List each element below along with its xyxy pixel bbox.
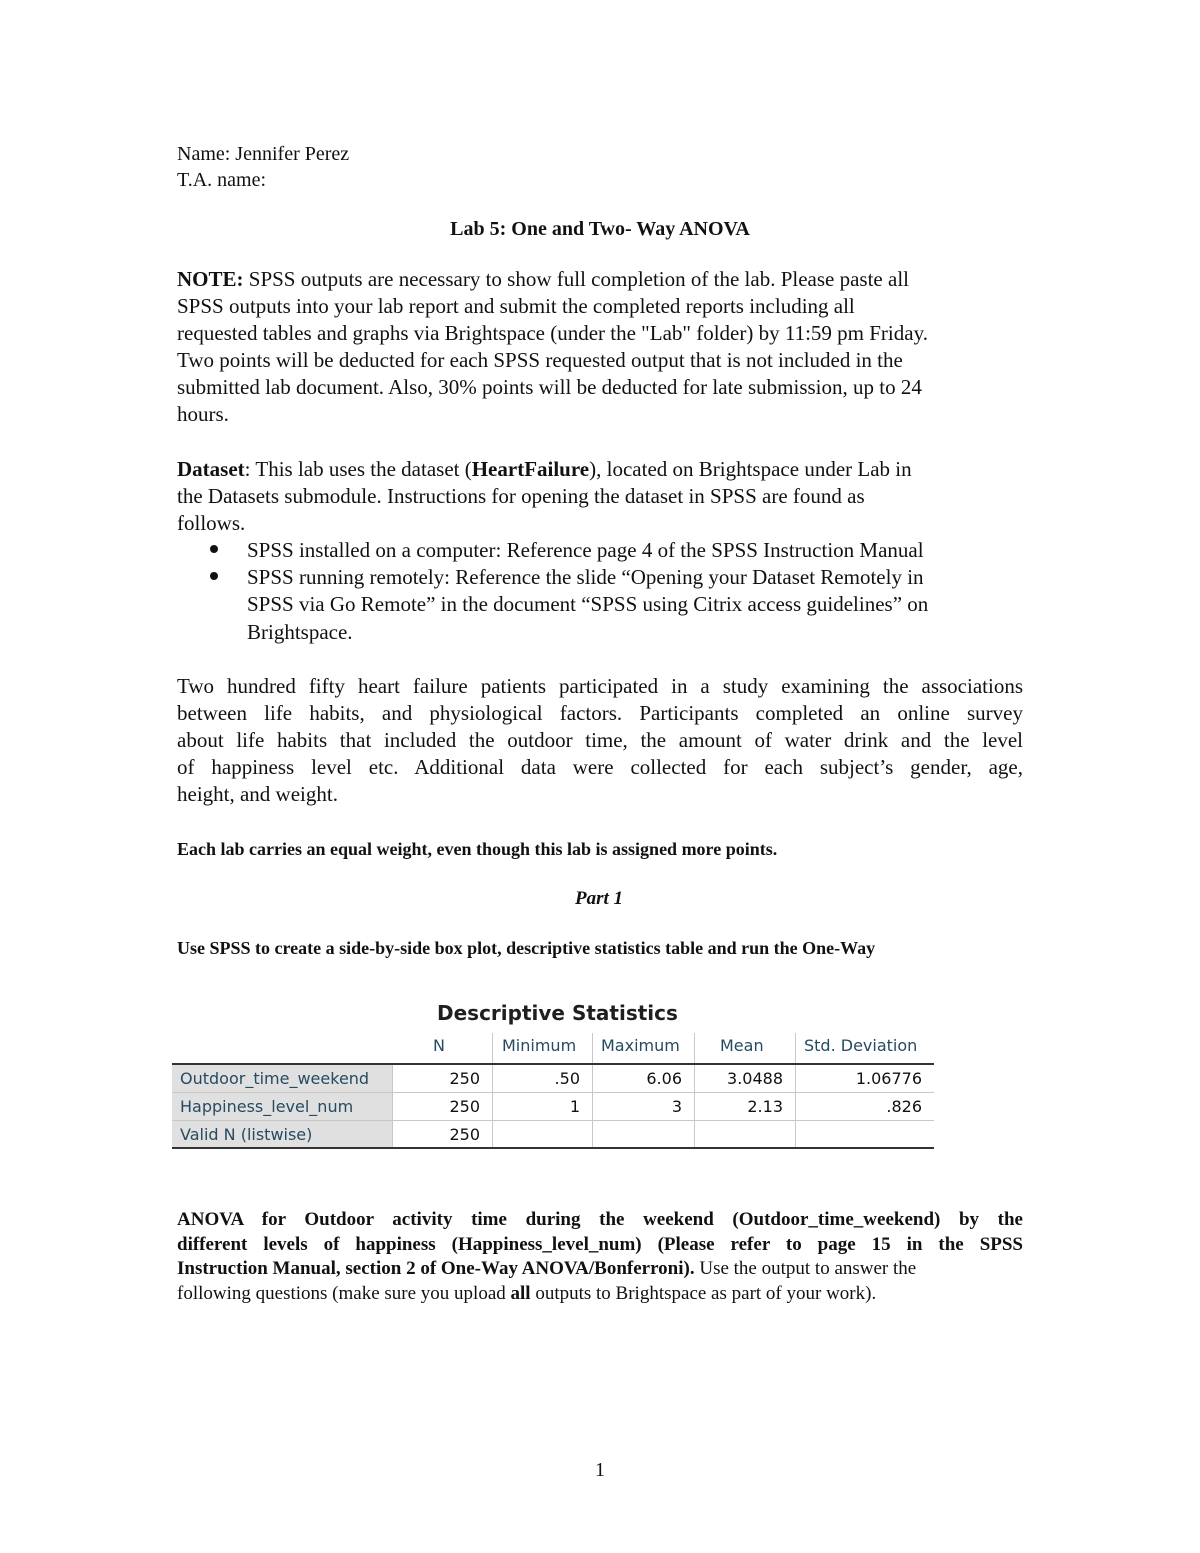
grid-line — [592, 1033, 593, 1063]
row-label: Outdoor_time_weekend — [172, 1065, 392, 1092]
col-header-mean: Mean — [720, 1036, 764, 1055]
grid-line — [694, 1065, 695, 1148]
note-line-5: submitted lab document. Also, 30% points will be deducted for late submission, up to 24 — [177, 375, 922, 399]
table-cell: 3.0488 — [727, 1069, 783, 1088]
anova-line-3-rest: Use the output to answer the — [694, 1258, 917, 1279]
note-line-1 — [177, 266, 909, 293]
table-cell: 6.06 — [646, 1069, 682, 1088]
note-label: NOTE: — [177, 267, 244, 291]
dataset-line-2: the Datasets submodule. Instructions for opening the dataset in SPSS are found as — [177, 484, 865, 508]
study-line-4: of happiness level etc. Additional data were collected for each subject’s gender, age, — [177, 755, 1023, 779]
row-label: Valid N (listwise) — [172, 1121, 392, 1148]
note-line-3: requested tables and graphs via Brightspace (under the "Lab" folder) by 11:59 pm Friday. — [177, 321, 928, 345]
grid-line — [492, 1065, 493, 1148]
weight-note: Each lab carries an equal weight, even though this lab is assigned more points. — [177, 839, 778, 859]
instruction-line: Use SPSS to create a side-by-side box plot, descriptive statistics table and run the One-Way — [177, 938, 876, 958]
grid-line — [592, 1065, 593, 1148]
anova-line-1: ANOVA for Outdoor activity time during the weekend (Outdoor_time_weekend) by the — [177, 1209, 1023, 1230]
dataset-text-c: ), located on Brightspace under Lab in — [589, 457, 912, 481]
bullet-2-line-2: SPSS via Go Remote” in the document “SPSS using Citrix access guidelines” on — [247, 592, 929, 616]
dataset-text-a: : This lab uses the dataset ( — [244, 457, 472, 481]
bullet-icon — [210, 572, 218, 580]
col-header-maximum: Maximum — [601, 1036, 680, 1055]
study-line-1: Two hundred fifty heart failure patients participated in a study examining the associations — [177, 674, 1023, 698]
table-cell — [694, 1121, 795, 1148]
anova-line-2: different levels of happiness (Happiness_level_num) (Please refer to page 15 in the SPSS — [177, 1234, 1023, 1255]
note-text-1: SPSS outputs are necessary to show full completion of the lab. Please paste all — [243, 267, 909, 291]
row-label: Happiness_level_num — [172, 1093, 392, 1120]
bullet-1-line-1: SPSS installed on a computer: Reference page 4 of the SPSS Instruction Manual — [247, 538, 924, 562]
anova-line-4-all: all — [510, 1283, 531, 1304]
table-cell: 250 — [449, 1069, 480, 1088]
table-cell: .50 — [554, 1069, 580, 1088]
col-header-n: N — [433, 1036, 445, 1055]
table-cell: .826 — [886, 1097, 922, 1116]
student-name: Name: Jennifer Perez — [177, 143, 350, 165]
table-cell — [492, 1121, 592, 1148]
study-line-3: about life habits that included the outdoor time, the amount of water drink and the level — [177, 728, 1023, 752]
bullet-2-line-3: Brightspace. — [247, 620, 353, 644]
page-number: 1 — [595, 1459, 605, 1481]
anova-line-4-a: following questions (make sure you upload — [177, 1283, 511, 1304]
table-cell: 250 — [449, 1125, 480, 1144]
dataset-label: Dataset — [177, 457, 245, 481]
table-cell: 1 — [569, 1097, 580, 1116]
grid-line — [492, 1033, 493, 1063]
note-line-2: SPSS outputs into your lab report and submit the completed reports including all — [177, 294, 855, 318]
grid-line — [795, 1065, 796, 1148]
grid-line — [795, 1033, 796, 1063]
table-cell — [795, 1121, 934, 1148]
anova-line-4-c: outputs to Brightspace as part of your work). — [530, 1283, 877, 1304]
table-title: Descriptive Statistics — [437, 1001, 678, 1025]
anova-line-3 — [177, 1255, 916, 1282]
grid-line — [392, 1065, 393, 1148]
note-line-4: Two points will be deducted for each SPSS requested output that is not included in the — [177, 348, 903, 372]
dataset-name: HeartFailure — [471, 457, 590, 481]
lab-title: Lab 5: One and Two- Way ANOVA — [450, 218, 750, 240]
col-header-minimum: Minimum — [502, 1036, 577, 1055]
table-bottom-border — [172, 1147, 934, 1149]
bullet-2-line-1: SPSS running remotely: Reference the slide “Opening your Dataset Remotely in — [247, 565, 924, 589]
anova-line-3-bold: Instruction Manual, section 2 of One-Way ANOVA/Bonferroni). — [177, 1258, 695, 1279]
study-line-2: between life habits, and physiological factors. Participants completed an online survey — [177, 701, 1023, 725]
anova-line-4 — [177, 1280, 876, 1307]
part-heading: Part 1 — [574, 888, 624, 909]
table-cell: 3 — [671, 1097, 682, 1116]
table-cell: 2.13 — [747, 1097, 783, 1116]
note-line-6: hours. — [177, 402, 229, 426]
table-cell: 1.06776 — [855, 1069, 922, 1088]
dataset-line-1 — [177, 456, 912, 483]
col-header-std-deviation: Std. Deviation — [804, 1036, 918, 1055]
dataset-line-3: follows. — [177, 511, 246, 535]
table-cell: 250 — [449, 1097, 480, 1116]
bullet-icon — [210, 545, 218, 553]
study-line-5: height, and weight. — [177, 782, 338, 806]
ta-name: T.A. name: — [177, 169, 267, 191]
grid-line — [694, 1033, 695, 1063]
table-cell — [592, 1121, 694, 1148]
